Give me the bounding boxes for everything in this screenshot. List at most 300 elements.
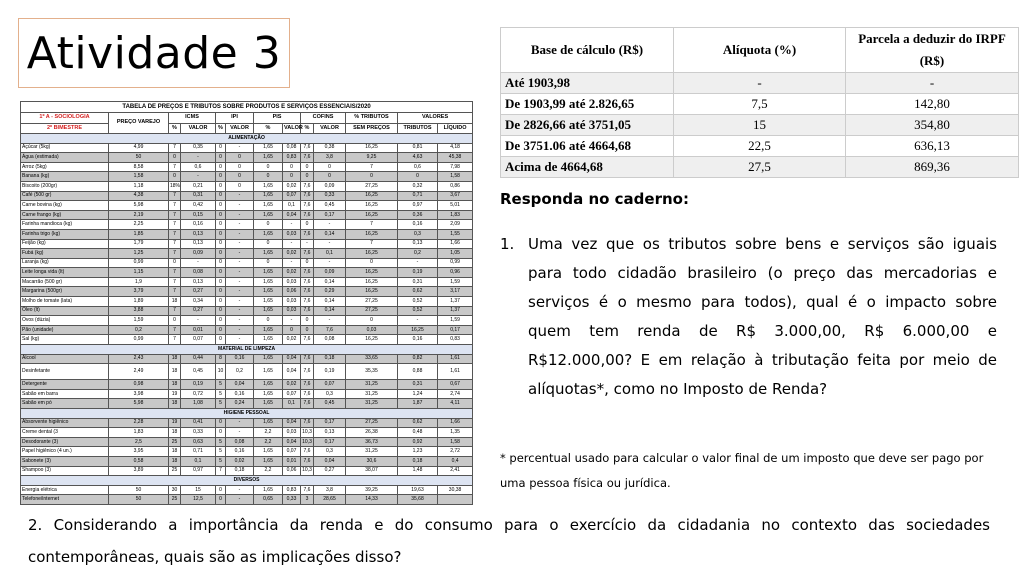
cell-value: 0,02 xyxy=(283,181,301,191)
cell-value: 0 xyxy=(216,277,226,287)
cell-value: 16,25 xyxy=(346,143,398,153)
cell-value: 0,06 xyxy=(283,466,301,476)
cell-value: 7,6 xyxy=(301,456,314,466)
header-pis: PIS xyxy=(254,113,301,123)
cell-value: 5,01 xyxy=(438,201,473,211)
cell-value: 7 xyxy=(346,162,398,172)
cell-value: - xyxy=(226,297,254,307)
cell-value: 7 xyxy=(169,239,181,249)
cell-value: 0,04 xyxy=(226,380,254,390)
cell-value: 0 xyxy=(216,172,226,182)
cell-value: 0,99 xyxy=(438,258,473,268)
cell-value: 7,6 xyxy=(301,210,314,220)
table-row xyxy=(21,466,473,476)
cell-value: 0 xyxy=(216,485,226,495)
cell-value: 0,18 xyxy=(314,354,346,364)
cell-value: 0,01 xyxy=(283,456,301,466)
cell-value: 4,11 xyxy=(438,399,473,409)
cell-value: 14,33 xyxy=(346,495,398,505)
cell-value: 0,1 xyxy=(181,456,216,466)
cell-value: 16,25 xyxy=(346,277,398,287)
cell-value: 39,25 xyxy=(346,485,398,495)
irpf-rate: 15 xyxy=(674,115,846,136)
cell-value: 0 xyxy=(216,153,226,163)
question-2: 2. Considerando a importância da renda e do consumo para o exercício da cidadania no contexto das sociedades contemporâneas, quais são as implicações disso? xyxy=(28,516,990,566)
product-name: Papel higiênico (4 un.) xyxy=(21,447,109,457)
table-row xyxy=(21,380,473,390)
cell-value: 0 xyxy=(254,258,283,268)
cell-value: 18 xyxy=(169,428,181,438)
cell-value: 0,6 xyxy=(181,162,216,172)
cell-value: 1,65 xyxy=(254,191,283,201)
cell-value: - xyxy=(283,258,301,268)
cell-value: 7 xyxy=(169,229,181,239)
cell-value: 19 xyxy=(169,389,181,399)
cell-value: 0,09 xyxy=(314,181,346,191)
cell-value: 1,65 xyxy=(254,485,283,495)
cell-value: 16,25 xyxy=(346,268,398,278)
cell-value: 0,24 xyxy=(226,399,254,409)
cell-value: 25 xyxy=(169,495,181,505)
cell-value: 7,6 xyxy=(301,447,314,457)
cell-value: 0,18 xyxy=(398,456,438,466)
cell-value: 0 xyxy=(216,191,226,201)
cell-value: - xyxy=(398,316,438,326)
cell-value: - xyxy=(181,172,216,182)
product-name: Energia elétrica xyxy=(21,485,109,495)
cell-value: 0,52 xyxy=(398,306,438,316)
product-name: Laranja (kg) xyxy=(21,258,109,268)
cell-value: 4,38 xyxy=(109,191,169,201)
cell-value: 18 xyxy=(169,354,181,364)
cell-value: 0,1 xyxy=(283,201,301,211)
subheader: VALOR xyxy=(283,123,301,133)
cell-value: 0 xyxy=(216,306,226,316)
cell-value: 18 xyxy=(169,399,181,409)
cell-value: 38,07 xyxy=(346,466,398,476)
cell-value: 5,98 xyxy=(109,201,169,211)
cell-value: 1,65 xyxy=(254,143,283,153)
cell-value: 10 xyxy=(216,364,226,380)
cell-value: 1,05 xyxy=(438,249,473,259)
cell-value: 0,17 xyxy=(314,418,346,428)
irpf-deduction: 636,13 xyxy=(846,136,1019,157)
subheader: SEM PREÇOS xyxy=(346,123,398,133)
cell-value: 1,65 xyxy=(254,335,283,345)
table-row xyxy=(21,354,473,364)
cell-value: 1,55 xyxy=(438,229,473,239)
cell-value: 0,08 xyxy=(314,335,346,345)
cell-value: 0 xyxy=(226,181,254,191)
cell-value: 0 xyxy=(226,162,254,172)
cell-value: 0,45 xyxy=(181,364,216,380)
cell-value: 1,65 xyxy=(254,210,283,220)
product-name: Arroz (5kg) xyxy=(21,162,109,172)
cell-value: 0,83 xyxy=(283,485,301,495)
cell-value: 19 xyxy=(169,418,181,428)
irpf-base: Até 1903,98 xyxy=(501,73,674,94)
cell-value: - xyxy=(226,277,254,287)
cell-value: 16,25 xyxy=(346,210,398,220)
cell-value: 0,04 xyxy=(283,210,301,220)
header-icms: ICMS xyxy=(169,113,216,123)
cell-value: 0 xyxy=(216,297,226,307)
cell-value: 1,59 xyxy=(438,277,473,287)
table-row xyxy=(21,399,473,409)
cell-value: 0,07 xyxy=(181,335,216,345)
cell-value: 0 xyxy=(216,428,226,438)
cell-value: 1,65 xyxy=(254,249,283,259)
header-ipi: IPI xyxy=(216,113,254,123)
irpf-header-base: Base de cálculo (R$) xyxy=(501,28,674,73)
cell-value: 7,6 xyxy=(301,364,314,380)
cell-value: 0,02 xyxy=(283,380,301,390)
cell-value: 1,85 xyxy=(109,229,169,239)
table-row xyxy=(21,229,473,239)
cell-value: 0,3 xyxy=(398,229,438,239)
cell-value: 16,25 xyxy=(346,287,398,297)
cell-value: 2,28 xyxy=(109,418,169,428)
cell-value: 0,3 xyxy=(314,447,346,457)
cell-value: 50 xyxy=(109,495,169,505)
cell-value: 0,4 xyxy=(438,456,473,466)
cell-value: 1,65 xyxy=(254,277,283,287)
cell-value: 0,16 xyxy=(398,220,438,230)
cell-value: 1,65 xyxy=(254,229,283,239)
cell-value: 1,65 xyxy=(254,380,283,390)
cell-value: 0,36 xyxy=(398,210,438,220)
cell-value: 3,17 xyxy=(438,287,473,297)
cell-value: 3,79 xyxy=(109,287,169,297)
cell-value: 0,08 xyxy=(226,437,254,447)
irpf-base: De 2826,66 até 3751,05 xyxy=(501,115,674,136)
table-row xyxy=(21,162,473,172)
cell-value: 7,6 xyxy=(301,143,314,153)
cell-value: 7,6 xyxy=(301,306,314,316)
cell-value: 0,72 xyxy=(181,389,216,399)
cell-value: 1,24 xyxy=(398,389,438,399)
cell-value: 2,41 xyxy=(438,466,473,476)
product-name: Farinha mandioca (kg) xyxy=(21,220,109,230)
irpf-deduction: 869,36 xyxy=(846,157,1019,178)
cell-value: 7,6 xyxy=(301,153,314,163)
cell-value: 0,21 xyxy=(181,181,216,191)
cell-value: 0,52 xyxy=(398,297,438,307)
cell-value: 16,25 xyxy=(346,249,398,259)
cell-value: 0,02 xyxy=(283,249,301,259)
table-row xyxy=(21,364,473,380)
cell-value: 0,13 xyxy=(181,229,216,239)
cell-value: 0 xyxy=(398,172,438,182)
irpf-rate: 22,5 xyxy=(674,136,846,157)
table-row xyxy=(21,277,473,287)
cell-value: 5 xyxy=(216,399,226,409)
cell-value: 7 xyxy=(169,287,181,297)
cell-value: 0 xyxy=(301,162,314,172)
cell-value: - xyxy=(314,316,346,326)
cell-value: 0 xyxy=(216,287,226,297)
cell-value: 0 xyxy=(216,201,226,211)
cell-value: 1,37 xyxy=(438,297,473,307)
cell-value: 0 xyxy=(254,239,283,249)
cell-value: 0,04 xyxy=(283,364,301,380)
cell-value: - xyxy=(226,201,254,211)
cell-value: 1,65 xyxy=(254,306,283,316)
cell-value: 0 xyxy=(216,325,226,335)
table-row xyxy=(21,428,473,438)
cell-value: 1,65 xyxy=(254,287,283,297)
table-row xyxy=(21,437,473,447)
cell-value: 0,33 xyxy=(181,428,216,438)
cell-value: 0 xyxy=(216,249,226,259)
table-row xyxy=(21,335,473,345)
cell-value: 28,65 xyxy=(314,495,346,505)
cell-value: 1,65 xyxy=(254,268,283,278)
cell-value: 0 xyxy=(169,258,181,268)
product-name: Álcool xyxy=(21,354,109,364)
cell-value: 1,65 xyxy=(254,456,283,466)
cell-value: 26,38 xyxy=(346,428,398,438)
cell-value: 0 xyxy=(254,220,283,230)
cell-value: 4,99 xyxy=(109,143,169,153)
cell-value: 0,44 xyxy=(181,354,216,364)
product-name: Pão (unidade) xyxy=(21,325,109,335)
cell-value: 0 xyxy=(346,258,398,268)
section-header: DIVERSOS xyxy=(21,476,473,486)
cell-value: 0 xyxy=(301,316,314,326)
cell-value: 7,6 xyxy=(301,277,314,287)
cell-value: 7,6 xyxy=(301,287,314,297)
cell-value: 0,14 xyxy=(314,277,346,287)
cell-value: 0 xyxy=(216,143,226,153)
table-title: TABELA DE PREÇOS E TRIBUTOS SOBRE PRODUTOS E SERVIÇOS ESSENCIAIS/2020 xyxy=(21,102,473,113)
table-row xyxy=(21,447,473,457)
cell-value: 0,99 xyxy=(109,258,169,268)
question-1-text: Uma vez que os tributos sobre bens e serviços são iguais para todo cidadão brasileiro (o preço das mercadorias e serviços é o mesmo para todos), qual é o impacto sobre quem tem renda de R$ 3.000,00, R$ 6.000,00 e R$12.000,00? E em relação à tributação feita por meio de alíquotas*, como no Imposto de Renda? xyxy=(528,235,997,398)
product-name: Farinha trigo (kg) xyxy=(21,229,109,239)
cell-value: - xyxy=(283,239,301,249)
irpf-rate: 27,5 xyxy=(674,157,846,178)
table-row xyxy=(21,201,473,211)
cell-value: 1,23 xyxy=(398,447,438,457)
table-row xyxy=(21,249,473,259)
table-row xyxy=(21,287,473,297)
table-row xyxy=(21,325,473,335)
cell-value: 0,16 xyxy=(226,354,254,364)
cell-value: 0,6 xyxy=(398,162,438,172)
cell-value: 1,65 xyxy=(254,153,283,163)
cell-value: 0,19 xyxy=(181,380,216,390)
cell-value: 18 xyxy=(169,380,181,390)
cell-value: 0,04 xyxy=(283,418,301,428)
cell-value: 2,2 xyxy=(254,466,283,476)
cell-value: 7,6 xyxy=(314,325,346,335)
cell-value: - xyxy=(181,316,216,326)
product-name: Macarrão (500 gr) xyxy=(21,277,109,287)
cell-value: 0,83 xyxy=(438,335,473,345)
cell-value: 0,35 xyxy=(181,143,216,153)
cell-value: 1,65 xyxy=(254,181,283,191)
cell-value: 27,25 xyxy=(346,181,398,191)
cell-value: 7 xyxy=(216,466,226,476)
class-label: 1º A - SOCIOLOGIA xyxy=(21,113,109,123)
cell-value: 2,25 xyxy=(109,220,169,230)
cell-value: 7 xyxy=(169,306,181,316)
cell-value: 0,2 xyxy=(398,249,438,259)
table-row xyxy=(21,210,473,220)
product-name: Carne bovina (kg) xyxy=(21,201,109,211)
cell-value: - xyxy=(181,153,216,163)
table-row xyxy=(21,456,473,466)
cell-value: 0,09 xyxy=(314,268,346,278)
subheader: LÍQUIDO xyxy=(438,123,473,133)
product-name: Café (500 gr) xyxy=(21,191,109,201)
cell-value: 1,48 xyxy=(398,466,438,476)
cell-value: 2,09 xyxy=(438,220,473,230)
cell-value: - xyxy=(314,258,346,268)
cell-value: 16,25 xyxy=(346,229,398,239)
cell-value: - xyxy=(226,306,254,316)
cell-value: 30,38 xyxy=(438,485,473,495)
cell-value: 0,71 xyxy=(398,191,438,201)
cell-value: 0,07 xyxy=(283,389,301,399)
cell-value: 0,17 xyxy=(314,437,346,447)
cell-value: 2,72 xyxy=(438,447,473,457)
cell-value: - xyxy=(226,428,254,438)
cell-value: - xyxy=(181,258,216,268)
irpf-base: Acima de 4664,68 xyxy=(501,157,674,178)
cell-value: 0 xyxy=(216,162,226,172)
cell-value: 7 xyxy=(169,143,181,153)
cell-value: - xyxy=(226,143,254,153)
cell-value: 0 xyxy=(216,258,226,268)
subheader: % xyxy=(216,123,226,133)
cell-value: 12,5 xyxy=(181,495,216,505)
cell-value: 0,02 xyxy=(226,456,254,466)
cell-value: 7,6 xyxy=(301,249,314,259)
cell-value: 2,43 xyxy=(109,354,169,364)
cell-value: 1,58 xyxy=(438,172,473,182)
cell-value: 0,01 xyxy=(181,325,216,335)
cell-value: 31,25 xyxy=(346,389,398,399)
cell-value: 0,88 xyxy=(398,364,438,380)
cell-value: 0,16 xyxy=(226,389,254,399)
cell-value: 10,3 xyxy=(301,428,314,438)
cell-value: 1,65 xyxy=(254,325,283,335)
cell-value: 0,2 xyxy=(109,325,169,335)
cell-value: - xyxy=(226,191,254,201)
cell-value: 0,03 xyxy=(283,428,301,438)
cell-value: 0,04 xyxy=(314,456,346,466)
cell-value: 0,97 xyxy=(181,466,216,476)
cell-value: 0 xyxy=(169,316,181,326)
cell-value: - xyxy=(226,249,254,259)
cell-value: 0,58 xyxy=(109,456,169,466)
irpf-rate: - xyxy=(674,73,846,94)
product-name: Feijão (kg) xyxy=(21,239,109,249)
term-label: 2º BIMESTRE xyxy=(21,123,109,133)
cell-value: 18 xyxy=(169,456,181,466)
cell-value: 33,65 xyxy=(346,354,398,364)
cell-value: - xyxy=(283,220,301,230)
cell-value: 0,02 xyxy=(283,335,301,345)
irpf-row xyxy=(501,115,1019,136)
table-row xyxy=(21,191,473,201)
cell-value: 0 xyxy=(301,172,314,182)
table-row xyxy=(21,297,473,307)
product-name: Detergente xyxy=(21,380,109,390)
cell-value: 18% xyxy=(169,181,181,191)
table-row xyxy=(21,239,473,249)
cell-value: 8,58 xyxy=(109,162,169,172)
cell-value: 0,65 xyxy=(254,495,283,505)
cell-value: 0,13 xyxy=(398,239,438,249)
cell-value: 18 xyxy=(169,447,181,457)
cell-value: 1,58 xyxy=(438,437,473,447)
product-name: Água (estimada) xyxy=(21,153,109,163)
cell-value: 0,27 xyxy=(181,306,216,316)
cell-value: - xyxy=(314,220,346,230)
cell-value: 0,2 xyxy=(226,364,254,380)
cell-value: 2,74 xyxy=(438,389,473,399)
cell-value: 1,25 xyxy=(109,249,169,259)
product-name: Desodorante (3) xyxy=(21,437,109,447)
table-row xyxy=(21,316,473,326)
cell-value: - xyxy=(226,287,254,297)
irpf-row xyxy=(501,73,1019,94)
cell-value: 7,6 xyxy=(301,354,314,364)
product-name: Biscoito (200gr) xyxy=(21,181,109,191)
cell-value: 0,04 xyxy=(283,354,301,364)
cell-value: 0,33 xyxy=(314,191,346,201)
cell-value: 0,09 xyxy=(181,249,216,259)
cell-value: 0,14 xyxy=(314,297,346,307)
product-name: Sabão em pó xyxy=(21,399,109,409)
cell-value: 7,6 xyxy=(301,191,314,201)
cell-value: 0,45 xyxy=(314,399,346,409)
product-name: Sabão em barra xyxy=(21,389,109,399)
cell-value: 7,6 xyxy=(301,335,314,345)
table-row xyxy=(21,268,473,278)
cell-value: 0,62 xyxy=(398,287,438,297)
cell-value: 18 xyxy=(169,297,181,307)
cell-value: 0,17 xyxy=(438,325,473,335)
cell-value: 0,32 xyxy=(398,181,438,191)
table-row xyxy=(21,258,473,268)
cell-value: 0 xyxy=(283,172,301,182)
table-row xyxy=(21,143,473,153)
cell-value: 31,25 xyxy=(346,399,398,409)
cell-value: 3,95 xyxy=(109,447,169,457)
cell-value: 10,3 xyxy=(301,466,314,476)
cell-value: 0 xyxy=(216,418,226,428)
cell-value: 1,37 xyxy=(438,306,473,316)
cell-value: 7 xyxy=(346,220,398,230)
cell-value: 0,41 xyxy=(181,418,216,428)
cell-value: 2,2 xyxy=(254,428,283,438)
product-name: Fubá (kg) xyxy=(21,249,109,259)
section-header: MATERIAL DE LIMPEZA xyxy=(21,345,473,355)
cell-value: 3 xyxy=(301,495,314,505)
irpf-rate: 7,5 xyxy=(674,94,846,115)
cell-value: 0,14 xyxy=(314,306,346,316)
cell-value: 0,97 xyxy=(398,201,438,211)
product-name: Shampoo (3) xyxy=(21,466,109,476)
cell-value: 36,73 xyxy=(346,437,398,447)
irpf-row xyxy=(501,136,1019,157)
cell-value: 0 xyxy=(226,172,254,182)
cell-value: 1,65 xyxy=(254,447,283,457)
